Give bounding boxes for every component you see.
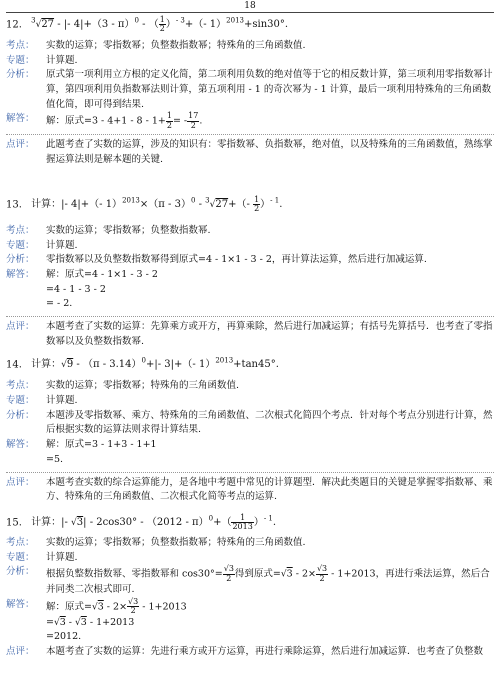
problem-12-jieda: 解答： 解：原式=3 - 4+1 - 8 - 1+ $\frac{1}{2}$ = - $\frac{17}{2}$ . <box>6 111 203 130</box>
divider <box>6 134 494 135</box>
problem-13-question: 13. 计算：|- 4|+（- 1）$^{2013}$×（π - 3）$^0$ - $^3$√27+（- $\frac{1}{2}$ ）$^{- 1}$. <box>6 195 283 214</box>
problem-12-fenxi: 分析： 原式第一项利用立方根的定义化简，第二项利用负数的绝对值等于它的相反数计算，第三项利用零指数幂计算，第四项利用负指数幂法则计算，第五项利用 - 1 的奇次幂为 - 1 计算，最后一项利用特殊角的三角函数值化简，即可得到结果. <box>6 69 493 110</box>
problem-14-dianping: 点评： 本题考查实数的综合运算能力，是各地中考题中常见的计算题型．解决此类题目的关键是掌握零指数幂、乘方、特殊角的三角函数值、二次根式化简等考点的运算. <box>6 476 493 503</box>
problem-14-fenxi: 分析： 本题涉及零指数幂、乘方、特殊角的三角函数值、二次根式化简四个考点．针对每个考点分别进行计算，然后根据实数的运算法则求得计算结果. <box>6 409 493 436</box>
problem-14-kaodian: 考点： 实数的运算；零指数幂；特殊角的三角函数值. <box>6 380 240 392</box>
problem-15-kaodian: 考点： 实数的运算；零指数幂；负整数指数幂；特殊角的三角函数值. <box>6 536 306 548</box>
problem-13-jieda: 解答： 解：原式=4 - 1×1 - 3 - 2 =4 - 1 - 3 - 2 = - 2. <box>6 268 158 310</box>
problem-15 <box>6 514 494 660</box>
problem-15-fenxi: 分析： 根据负整数指数幂、零指数幂和 cos30°= $\frac{√3}{2}$ 得到原式=√3 - 2× $\frac{√3}{2}$ - 1+2013，再进行乘法运算，然后合并同类二次根式即可. <box>6 564 490 595</box>
problem-12-dianping: 点评： 此题考查了实数的运算，涉及的知识有：零指数幂、负指数幂，绝对值，以及特殊角的三角函数值，熟练掌握运算法则是解本题的关键. <box>6 139 493 165</box>
problem-13-dianping: 点评： 本题考查了实数的运算：先算乘方或开方，再算乘除，然后进行加减运算；有括号先算括号．也考查了零指数幂以及负整数指数幂. <box>6 321 493 347</box>
problem-12-kaodian: 考点： 实数的运算；零指数幂；负整数指数幂；特殊角的三角函数值. <box>6 39 306 51</box>
problem-13-zhuanti: 专题： 计算题. <box>6 239 78 251</box>
problem-14-zhuanti: 专题： 计算题. <box>6 394 78 406</box>
problem-13-kaodian: 考点： 实数的运算；零指数幂；负整数指数幂. <box>6 224 211 236</box>
problem-15-jieda: 解答： 解：原式=√3 - 2× $\frac{√3}{2}$ - 1+2013 =√3 - √3 - 1+2013 =2012. <box>6 596 187 643</box>
problem-12-zhuanti: 专题： 计算题. <box>6 54 78 66</box>
problem-13-fenxi: 分析： 零指数幂以及负整数指数幂得到原式=4 - 1×1 - 3 - 2，再计算法运算，然后进行加减运算. <box>6 254 427 266</box>
problem-15-zhuanti: 专题： 计算题. <box>6 551 78 563</box>
divider <box>6 472 494 473</box>
problem-12 <box>6 16 494 168</box>
problem-14-question: 14. 计算：√9 - （π - 3.14）$^0$+|- 3|+（- 1）$^{2013}$+tan45°. <box>6 357 279 371</box>
page-number: 18 <box>244 1 256 11</box>
top-rule <box>6 12 494 13</box>
problem-14 <box>6 356 494 505</box>
problem-15-question: 15. 计算：|- √3| - 2cos30° - （2012 - π）$^0$+（ $\frac{1}{2013}$ ）$^{- 1}$. <box>6 513 277 532</box>
problem-12-question: 12. $^3$√27 - |- 4|+（3 - π）$^0$ - （ $\frac{1}{2}$ ）$^{- 3}$+（- 1）$^{2013}$+sin30°. <box>6 15 289 34</box>
problem-14-jieda: 解答： 解：原式=3 - 1+3 - 1+1 =5. <box>6 439 157 465</box>
problem-15-dianping: 点评： 本题考查了实数的运算：先进行乘方或开方运算，再进行乘除运算，然后进行加减运算．也考查了负整数 <box>6 646 484 658</box>
problem-13 <box>6 196 494 350</box>
divider <box>6 316 494 317</box>
